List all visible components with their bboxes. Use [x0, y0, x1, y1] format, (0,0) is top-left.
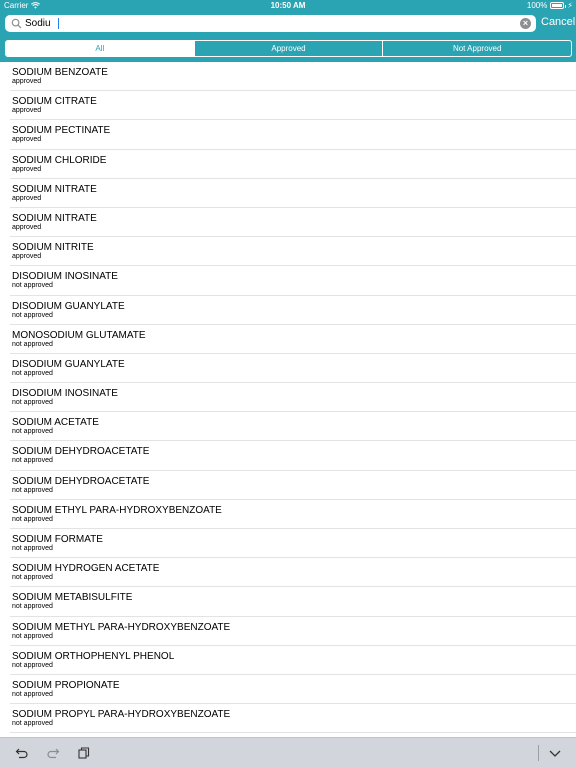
list-item[interactable]	[10, 675, 576, 704]
status-time: 10:50 AM	[270, 1, 306, 10]
keyboard-shortcut-bar	[0, 737, 576, 768]
item-name: SODIUM BENZOATE	[12, 67, 108, 78]
redo-icon[interactable]	[46, 746, 60, 760]
list-item[interactable]	[10, 237, 576, 266]
item-status: approved	[12, 107, 42, 115]
filter-segmented-control	[5, 40, 572, 57]
search-icon	[11, 18, 22, 29]
item-name: SODIUM PECTINATE	[12, 125, 111, 137]
item-name: SODIUM FORMATE	[12, 534, 103, 545]
item-status: approved	[12, 136, 42, 144]
list-item[interactable]	[10, 120, 576, 149]
item-status: approved	[12, 165, 42, 173]
keyboard-dismiss-icon[interactable]	[548, 746, 562, 760]
item-status: approved	[12, 78, 42, 85]
item-status: not approved	[12, 720, 53, 728]
item-name: SODIUM PROPYL PARA-HYDROXYBENZOATE	[12, 709, 231, 721]
battery-percent: 100%	[526, 1, 548, 10]
list-item[interactable]	[10, 91, 576, 120]
item-status: not approved	[12, 545, 53, 552]
list-item[interactable]	[10, 412, 576, 441]
list-item[interactable]	[10, 266, 576, 295]
segment-not-approved[interactable]: Not Approved	[382, 41, 571, 56]
status-right	[527, 1, 573, 10]
item-name: SODIUM NITRATE	[12, 183, 97, 195]
header	[0, 0, 576, 62]
text-caret	[58, 18, 59, 29]
item-name: SODIUM NITRITE	[12, 242, 94, 254]
list-item[interactable]	[10, 150, 576, 179]
list-item[interactable]	[10, 208, 576, 237]
item-status: approved	[12, 194, 42, 202]
item-name: SODIUM ORTHOPHENYL PHENOL	[12, 650, 175, 662]
list-item[interactable]	[10, 704, 576, 733]
list-item[interactable]	[10, 179, 576, 208]
battery-icon	[550, 2, 564, 9]
list-item[interactable]	[10, 500, 576, 529]
item-status: not approved	[12, 574, 53, 582]
segment-all[interactable]: All	[6, 41, 194, 56]
list-item[interactable]	[10, 558, 576, 587]
item-status: not approved	[12, 457, 53, 465]
item-status: not approved	[12, 399, 53, 407]
search-input[interactable]	[25, 16, 515, 31]
toolbar-divider	[538, 745, 539, 761]
list-item[interactable]	[10, 617, 576, 646]
clear-search-icon[interactable]: ×	[520, 18, 531, 29]
list-item[interactable]	[10, 383, 576, 412]
list-item[interactable]	[10, 296, 576, 325]
paste-icon[interactable]	[77, 746, 91, 760]
item-status: not approved	[12, 515, 53, 523]
item-status: not approved	[12, 690, 53, 698]
list-item[interactable]	[10, 471, 576, 500]
list-item[interactable]	[10, 354, 576, 383]
item-name: DISODIUM INOSINATE	[12, 271, 118, 283]
list-item[interactable]	[10, 441, 576, 470]
item-name: SODIUM CHLORIDE	[12, 154, 107, 166]
item-name: SODIUM HYDROGEN ACETATE	[12, 563, 160, 575]
list-item[interactable]	[10, 62, 576, 91]
item-name: SODIUM METABISULFITE	[12, 592, 133, 604]
item-name: MONOSODIUM GLUTAMATE	[12, 329, 146, 341]
list-item[interactable]	[10, 325, 576, 354]
undo-icon[interactable]	[15, 746, 29, 760]
item-status: not approved	[12, 428, 53, 436]
list-item[interactable]	[10, 587, 576, 616]
item-status: not approved	[12, 340, 53, 348]
item-name: DISODIUM GUANYLATE	[12, 358, 125, 370]
cancel-button[interactable]: Cancel	[541, 16, 576, 28]
item-name: DISODIUM INOSINATE	[12, 388, 118, 400]
item-name: SODIUM PROPIONATE	[12, 679, 120, 691]
charging-icon: ⚡	[567, 0, 573, 10]
item-status: approved	[12, 223, 42, 231]
item-status: not approved	[12, 603, 53, 611]
item-name: SODIUM ACETATE	[12, 417, 99, 429]
item-name: SODIUM ETHYL PARA-HYDROXYBENZOATE	[12, 504, 222, 516]
item-status: not approved	[12, 486, 53, 494]
carrier-label: Carrier	[4, 1, 29, 10]
list-item[interactable]	[10, 529, 576, 558]
status-bar	[0, 0, 576, 12]
segment-approved[interactable]: Approved	[194, 41, 383, 56]
item-status: approved	[12, 253, 42, 261]
item-status: not approved	[12, 311, 53, 319]
search-bar[interactable]	[5, 15, 536, 32]
item-name: SODIUM METHYL PARA-HYDROXYBENZOATE	[12, 621, 231, 633]
item-status: not approved	[12, 369, 53, 377]
item-status: not approved	[12, 632, 53, 640]
list-item[interactable]	[10, 646, 576, 675]
results-list	[0, 62, 576, 737]
item-name: SODIUM DEHYDROACETATE	[12, 446, 150, 458]
item-status: not approved	[12, 661, 53, 669]
item-status: not approved	[12, 282, 53, 290]
item-name: DISODIUM GUANYLATE	[12, 300, 125, 312]
item-name: SODIUM NITRATE	[12, 212, 97, 224]
item-name: SODIUM DEHYDROACETATE	[12, 475, 150, 487]
item-name: SODIUM CITRATE	[12, 96, 97, 108]
